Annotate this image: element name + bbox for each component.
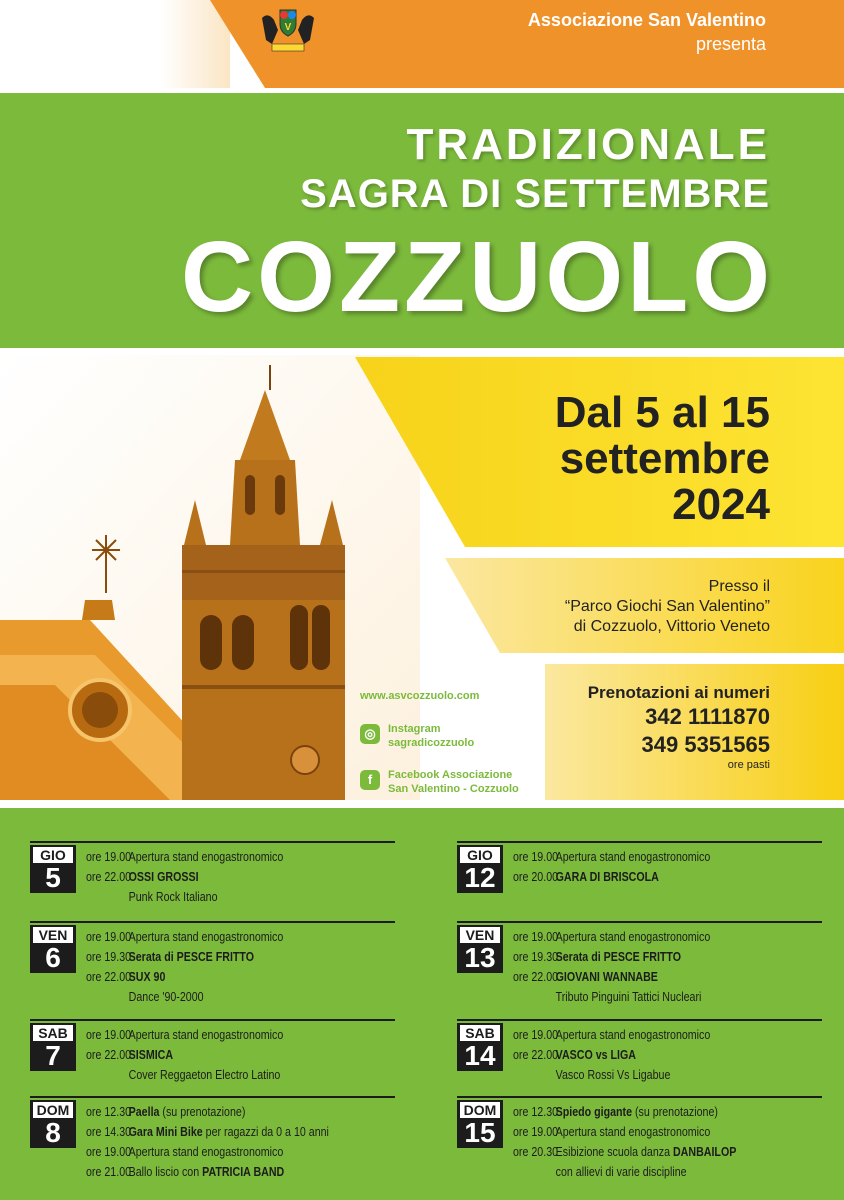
- event-description: Apertura stand enogastronomico: [128, 929, 284, 944]
- booking-block: [588, 683, 770, 771]
- event-subtitle: Vasco Rossi Vs Ligabue: [555, 1067, 671, 1082]
- event-row: [513, 967, 658, 987]
- schedule-divider: [457, 921, 822, 923]
- event-row: [86, 1102, 245, 1122]
- event-time: ore 22.00: [513, 969, 559, 984]
- event-description: Apertura stand enogastronomico: [128, 849, 284, 864]
- event-description: per ragazzi da 0 a 10 anni: [202, 1124, 329, 1139]
- event-time: ore 12.30: [86, 1104, 132, 1119]
- event-subtitle: Punk Rock Italiano: [128, 889, 218, 904]
- event-description: Apertura stand enogastronomico: [555, 929, 711, 944]
- event-title: SISMICA: [128, 1047, 174, 1062]
- event-time: ore 22.00: [86, 1047, 132, 1062]
- event-time: ore 19.00: [513, 849, 559, 864]
- day-number: 8: [45, 1117, 61, 1148]
- day-number: 15: [464, 1117, 496, 1148]
- event-time: ore 22.00: [86, 969, 132, 984]
- day-badge: [457, 925, 503, 973]
- event-row: [86, 947, 254, 967]
- event-description: Ballo liscio con: [128, 1164, 203, 1179]
- day-of-week: DOM: [460, 1102, 500, 1118]
- event-time: ore 19.00: [513, 1124, 559, 1139]
- event-time: ore 14.30: [86, 1124, 132, 1139]
- event-description: Apertura stand enogastronomico: [128, 1027, 284, 1042]
- venue-block: [565, 577, 770, 637]
- event-time: ore 12.30: [513, 1104, 559, 1119]
- title-line-2: SAGRA DI SETTEMBRE: [300, 172, 770, 216]
- schedule-divider: [30, 1019, 395, 1021]
- event-row: [86, 887, 218, 907]
- day-badge: [30, 925, 76, 973]
- event-time: ore 20.00: [513, 869, 559, 884]
- event-row: [513, 927, 710, 947]
- event-row: [86, 867, 199, 887]
- day-of-week: SAB: [33, 1025, 73, 1041]
- event-row: [86, 1142, 283, 1162]
- schedule-divider: [457, 1096, 822, 1098]
- event-row: [513, 1102, 718, 1122]
- date-line-3: 2024: [672, 480, 770, 529]
- day-of-week: VEN: [460, 927, 500, 943]
- event-row: [86, 1162, 284, 1182]
- event-description: Apertura stand enogastronomico: [555, 1124, 711, 1139]
- date-block: [555, 390, 770, 528]
- day-number: 5: [45, 862, 61, 893]
- title-main: COZZUOLO: [180, 221, 774, 333]
- phone-note: ore pasti: [727, 759, 770, 771]
- facebook-label: Facebook Associazione: [388, 769, 513, 781]
- day-of-week: DOM: [33, 1102, 73, 1118]
- association-name-block: [528, 8, 766, 56]
- event-description: Apertura stand enogastronomico: [555, 1027, 711, 1042]
- event-time: ore 22.00: [86, 869, 132, 884]
- event-time: ore 19.00: [86, 1144, 132, 1159]
- event-title: VASCO vs LIGA: [555, 1047, 637, 1062]
- event-title: GIOVANI WANNABE: [555, 969, 658, 984]
- event-performer: DANBAILOP: [672, 1144, 737, 1159]
- event-title: Serata di PESCE FRITTO: [555, 949, 682, 964]
- facebook-icon: f: [360, 770, 380, 790]
- event-time: ore 19.30: [86, 949, 132, 964]
- event-row: [86, 1122, 329, 1142]
- instagram-icon: ◎: [360, 724, 380, 744]
- event-time: ore 22.00: [513, 1047, 559, 1062]
- event-time: ore 19.00: [513, 1027, 559, 1042]
- schedule-divider: [30, 1096, 395, 1098]
- association-logo: [258, 6, 318, 56]
- day-of-week: GIO: [33, 847, 73, 863]
- event-title: SUX 90: [128, 969, 166, 984]
- event-time: ore 20.30: [513, 1144, 559, 1159]
- event-row: [513, 947, 681, 967]
- schedule-divider: [457, 1019, 822, 1021]
- day-number: 13: [464, 942, 496, 973]
- event-row: [513, 1142, 736, 1162]
- event-row: [86, 987, 204, 1007]
- event-row: [513, 1025, 710, 1045]
- day-number: 6: [45, 942, 61, 973]
- event-title: Spiedo gigante: [555, 1104, 633, 1119]
- event-row: [513, 867, 659, 887]
- day-number: 14: [464, 1040, 496, 1071]
- event-description: Esibizione scuola danza: [555, 1144, 673, 1159]
- event-row: [86, 1065, 280, 1085]
- event-time: ore 19.00: [513, 929, 559, 944]
- day-badge: [30, 845, 76, 893]
- event-row: [513, 1122, 710, 1142]
- day-of-week: GIO: [460, 847, 500, 863]
- event-row: [513, 1162, 687, 1182]
- event-row: [513, 847, 710, 867]
- schedule-divider: [30, 841, 395, 843]
- association-name: Associazione San Valentino: [527, 10, 766, 30]
- day-badge: [30, 1100, 76, 1148]
- day-badge: [457, 845, 503, 893]
- event-time: ore 19.30: [513, 949, 559, 964]
- event-description: Apertura stand enogastronomico: [128, 1144, 284, 1159]
- venue-line-2: “Parco Giochi San Valentino”: [564, 598, 770, 615]
- event-title: GARA DI BRISCOLA: [555, 869, 659, 884]
- presents-text: presenta: [695, 34, 766, 54]
- event-row: [513, 1065, 670, 1085]
- event-subtitle: Cover Reggaeton Electro Latino: [128, 1067, 281, 1082]
- event-row: [86, 1025, 283, 1045]
- title-line-1: TRADIZIONALE: [406, 120, 770, 169]
- phone-number-1[interactable]: 342 1111870: [645, 704, 770, 729]
- date-line-2: settembre: [559, 434, 770, 483]
- event-row: [513, 1045, 636, 1065]
- event-description: (su prenotazione): [159, 1104, 246, 1119]
- day-number: 12: [464, 862, 496, 893]
- event-description: Apertura stand enogastronomico: [555, 849, 711, 864]
- event-row: [86, 1045, 173, 1065]
- event-row: [86, 927, 283, 947]
- instagram-handle: sagradicozzuolo: [388, 737, 475, 749]
- instagram-link[interactable]: [360, 722, 540, 752]
- event-row: [86, 847, 283, 867]
- day-of-week: VEN: [33, 927, 73, 943]
- phone-number-2[interactable]: 349 5351565: [641, 732, 770, 757]
- event-subtitle: con allievi di varie discipline: [555, 1164, 687, 1179]
- event-title: Serata di PESCE FRITTO: [128, 949, 255, 964]
- event-row: [513, 987, 701, 1007]
- instagram-label: Instagram: [388, 723, 441, 735]
- event-performer: PATRICIA BAND: [202, 1164, 285, 1179]
- website-link[interactable]: www.asvcozzuolo.com: [360, 690, 480, 702]
- day-of-week: SAB: [460, 1025, 500, 1041]
- svg-text:V: V: [284, 22, 292, 33]
- day-badge: [30, 1023, 76, 1071]
- facebook-link[interactable]: [360, 768, 540, 798]
- booking-label: Prenotazioni ai numeri: [587, 683, 770, 702]
- event-description: (su prenotazione): [632, 1104, 718, 1119]
- event-title: Gara Mini Bike: [128, 1124, 203, 1139]
- schedule-divider: [30, 921, 395, 923]
- day-badge: [457, 1100, 503, 1148]
- event-row: [86, 967, 165, 987]
- venue-line-1: Presso il: [708, 578, 770, 595]
- day-number: 7: [45, 1040, 61, 1071]
- event-time: ore 19.00: [86, 1027, 132, 1042]
- schedule-divider: [457, 841, 822, 843]
- event-time: ore 19.00: [86, 849, 132, 864]
- event-time: ore 19.00: [86, 929, 132, 944]
- venue-line-3: di Cozzuolo, Vittorio Veneto: [573, 618, 770, 635]
- event-time: ore 21.00: [86, 1164, 132, 1179]
- event-title: OSSI GROSSI: [128, 869, 199, 884]
- facebook-page: San Valentino - Cozzuolo: [388, 783, 519, 795]
- day-badge: [457, 1023, 503, 1071]
- event-subtitle: Dance '90-2000: [128, 989, 204, 1004]
- event-title: Paella: [128, 1104, 160, 1119]
- date-line-1: Dal 5 al 15: [554, 388, 770, 437]
- event-subtitle: Tributo Pinguini Tattici Nucleari: [555, 989, 702, 1004]
